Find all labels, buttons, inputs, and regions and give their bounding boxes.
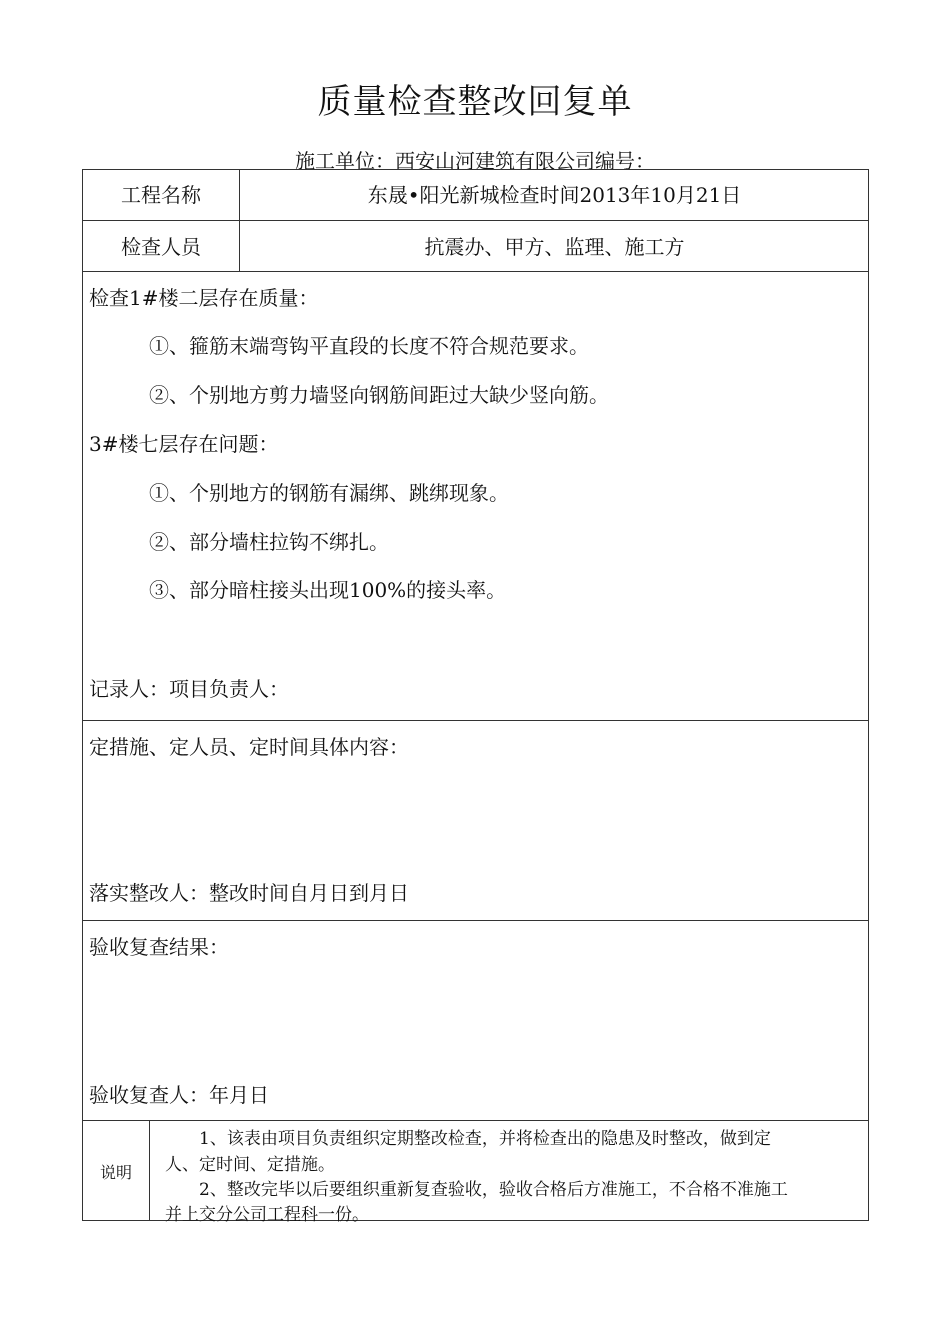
note-line: 并上交分公司工程科一份。 xyxy=(165,1205,369,1225)
inspectors-label: 检查人员 xyxy=(121,235,201,259)
construction-unit-line: 施工单位：西安山河建筑有限公司编号： xyxy=(295,149,655,173)
finding-item: ②、个别地方剪力墙竖向钢筋间距过大缺少竖向筋。 xyxy=(149,383,609,407)
findings-heading-building-3: 3#楼七层存在问题： xyxy=(89,432,279,456)
inspectors-value: 抗震办、甲方、监理、施工方 xyxy=(424,235,685,259)
measures-heading: 定措施、定人员、定时间具体内容： xyxy=(89,735,409,759)
notes-label: 说明 xyxy=(99,1163,132,1182)
note-line: 2、整改完毕以后要组织重新复查验收，验收合格后方准施工，不合格不准施工 xyxy=(199,1180,788,1200)
row-divider xyxy=(83,1120,868,1121)
column-divider xyxy=(149,1120,150,1220)
row-divider xyxy=(83,720,868,721)
finding-item: ①、个别地方的钢筋有漏绑、跳绑现象。 xyxy=(149,481,509,505)
project-name-value: 东晟•阳光新城检查时间2013年10月21日 xyxy=(367,183,742,207)
findings-heading-building-1: 检查1#楼二层存在质量： xyxy=(89,286,319,310)
rectification-line: 落实整改人：整改时间自月日到月日 xyxy=(89,881,409,905)
inspection-form-table xyxy=(82,169,869,1225)
acceptance-heading: 验收复查结果： xyxy=(89,935,229,959)
finding-item: ①、箍筋末端弯钩平直段的长度不符合规范要求。 xyxy=(149,334,589,358)
row-divider xyxy=(83,920,868,921)
recorder-line: 记录人：项目负责人： xyxy=(89,677,289,701)
row-divider xyxy=(83,271,868,272)
finding-item: ②、部分墙柱拉钩不绑扎。 xyxy=(149,530,389,554)
note-line: 人、定时间、定措施。 xyxy=(165,1155,335,1175)
page-title: 质量检查整改回复单 xyxy=(317,82,633,122)
acceptance-reviewer-line: 验收复查人：年月日 xyxy=(89,1083,269,1107)
finding-item: ③、部分暗柱接头出现100%的接头率。 xyxy=(149,578,507,602)
project-name-label: 工程名称 xyxy=(121,183,201,207)
row-divider xyxy=(83,220,868,221)
note-line: 1、该表由项目负责组织定期整改检查，并将检查出的隐患及时整改，做到定 xyxy=(199,1129,771,1149)
